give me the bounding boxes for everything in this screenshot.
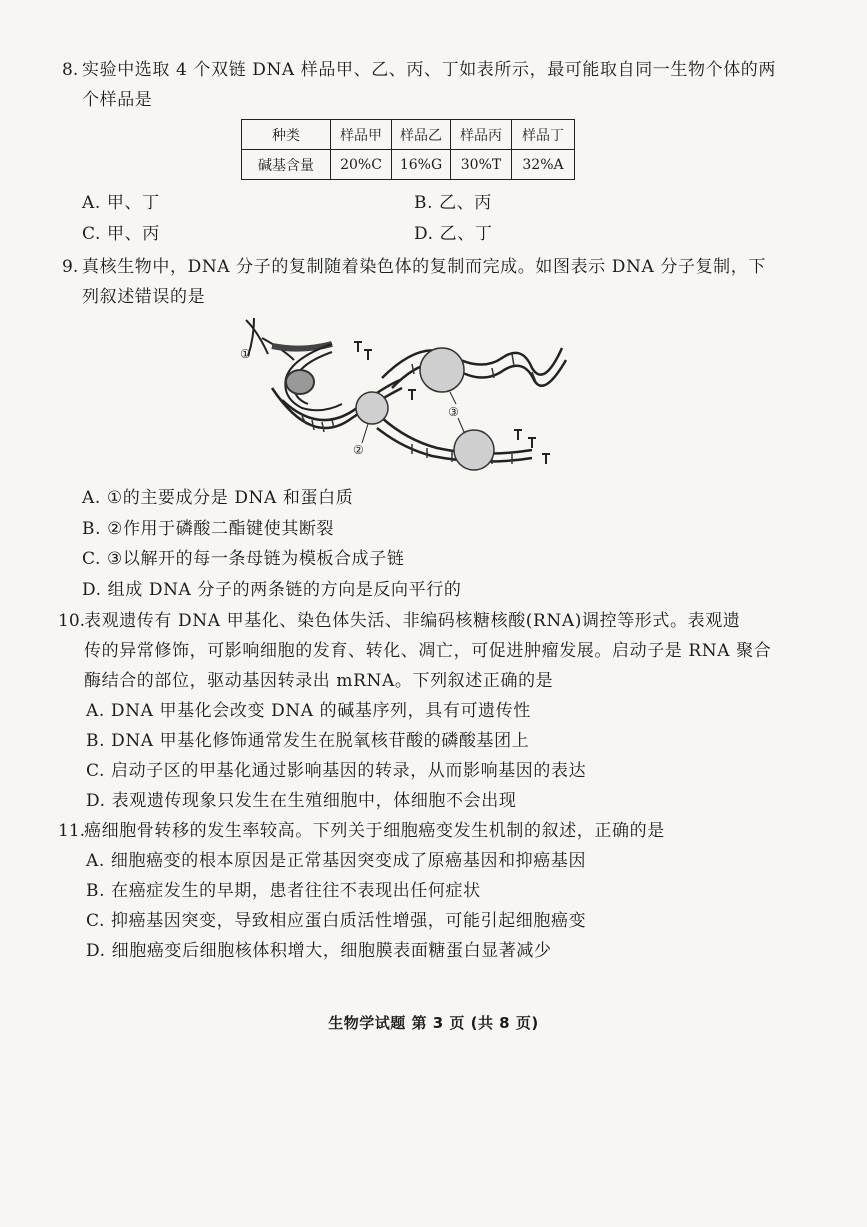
chromosome-icon [246, 318, 332, 360]
option-d[interactable]: D. 组成 DNA 分子的两条链的方向是反向平行的 [82, 580, 462, 600]
option-d[interactable]: D. 乙、丁 [414, 224, 493, 244]
option-a[interactable]: A. ①的主要成分是 DNA 和蛋白质 [82, 488, 354, 508]
option-b[interactable]: B. ②作用于磷酸二酯键使其断裂 [82, 519, 335, 539]
table-cell: 碱基含量 [242, 150, 331, 180]
question-text: 传的异常修饰，可影响细胞的发育、转化、凋亡，可促进肿瘤发展。启动子是 RNA 聚合 [84, 641, 772, 661]
table-header-row [242, 120, 575, 150]
dna-helix-icon [272, 348, 566, 462]
option-a[interactable]: A. 甲、丁 [82, 193, 160, 213]
option-b[interactable]: B. DNA 甲基化修饰通常发生在脱氧核苷酸的磷酸基团上 [86, 731, 530, 751]
table-header: 样品丙 [451, 120, 512, 150]
question-text: 实验中选取 4 个双链 DNA 样品甲、乙、丙、丁如表所示，最可能取自同一生物个体的两 [82, 60, 777, 80]
table-header: 种类 [242, 120, 331, 150]
base-pairs [302, 354, 536, 464]
polymerase-enzyme [420, 348, 464, 392]
table-header: 样品乙 [392, 120, 451, 150]
base-content-table [241, 119, 575, 180]
table-row [242, 150, 575, 180]
table-header: 样品丁 [512, 120, 575, 150]
option-d[interactable]: D. 表观遗传现象只发生在生殖细胞中，体细胞不会出现 [86, 791, 517, 811]
table-cell: 32%A [512, 150, 575, 180]
question-number: 9. [62, 257, 79, 277]
figure-label-1: ① [240, 347, 251, 361]
option-b[interactable]: B. 在癌症发生的早期，患者往往不表现出任何症状 [86, 881, 481, 901]
option-a[interactable]: A. DNA 甲基化会改变 DNA 的碱基序列，具有可遗传性 [86, 701, 531, 721]
question-text: 癌细胞骨转移的发生率较高。下列关于细胞癌变发生机制的叙述，正确的是 [84, 821, 665, 841]
question-number: 10. [58, 611, 86, 631]
figure-label-3: ③ [448, 405, 459, 419]
helicase-enzyme [356, 392, 388, 424]
table-cell: 16%G [392, 150, 451, 180]
table-cell: 30%T [451, 150, 512, 180]
question-text: 表观遗传有 DNA 甲基化、染色体失活、非编码核糖核酸(RNA)调控等形式。表观遗 [84, 611, 741, 631]
question-text: 列叙述错误的是 [82, 287, 206, 307]
option-c[interactable]: C. 启动子区的甲基化通过影响基因的转录，从而影响基因的表达 [86, 761, 587, 781]
question-text: 个样品是 [82, 90, 153, 110]
polymerase-enzyme [454, 430, 494, 470]
option-c[interactable]: C. 抑癌基因突变，导致相应蛋白质活性增强，可能引起细胞癌变 [86, 911, 587, 931]
question-number: 8. [62, 60, 79, 80]
table-header: 样品甲 [331, 120, 392, 150]
option-d[interactable]: D. 细胞癌变后细胞核体积增大，细胞膜表面糖蛋白显著减少 [86, 941, 552, 961]
option-a[interactable]: A. 细胞癌变的根本原因是正常基因突变成了原癌基因和抑癌基因 [86, 851, 587, 871]
option-c[interactable]: C. 甲、丙 [82, 224, 160, 244]
dna-coil-icon [285, 344, 342, 410]
page-footer: 生物学试题 第 3 页 (共 8 页) [328, 1014, 539, 1032]
option-c[interactable]: C. ③以解开的每一条母链为模板合成子链 [82, 549, 405, 569]
option-b[interactable]: B. 乙、丙 [414, 193, 492, 213]
question-text: 酶结合的部位，驱动基因转录出 mRNA。下列叙述正确的是 [84, 671, 554, 691]
question-text: 真核生物中，DNA 分子的复制随着染色体的复制而完成。如图表示 DNA 分子复制，下 [82, 257, 766, 277]
dna-replication-figure [232, 308, 572, 478]
figure-label-2: ② [353, 443, 364, 457]
table-cell: 20%C [331, 150, 392, 180]
question-number: 11. [58, 821, 86, 841]
